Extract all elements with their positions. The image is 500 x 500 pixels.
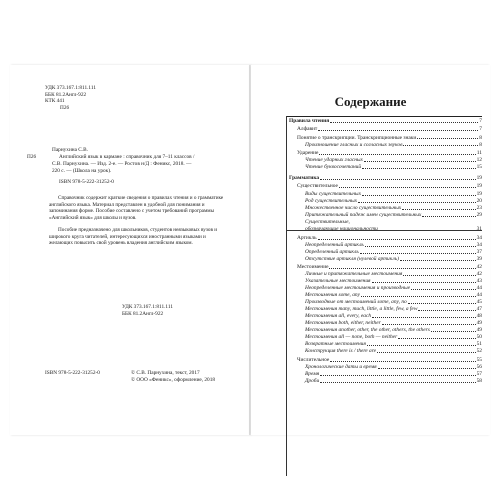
toc-leader-dots	[358, 202, 476, 203]
toc-entry	[297, 150, 482, 156]
toc-leader-dots	[382, 324, 476, 325]
toc-entry-page: 37	[476, 249, 482, 255]
toc-leader-dots	[320, 382, 475, 383]
toc-entry-label: Местоимения some, any	[305, 292, 361, 298]
toc-entry	[305, 306, 482, 312]
toc-leader-dots	[403, 275, 475, 276]
toc-entry-label: Понятие о транскрипции. Транскрипционные знаки	[297, 134, 417, 141]
toc-entry-label: Хронологические даты и время	[305, 364, 377, 370]
card-code: П26	[27, 154, 37, 160]
bottom-udk: УДК 373.167.1:811.111	[122, 304, 173, 310]
toc-entry-label: Род существительных	[305, 198, 358, 204]
toc-entry-page: 23	[476, 205, 482, 211]
toc-title: Содержание	[334, 94, 407, 109]
toc-entry-label: Притяжательный падеж имен существительных	[305, 212, 422, 218]
annotation-paragraph-2: Пособие предназначено для школьников, студентов неязыковых вузов и широкого круга читателей, интересующихся иностранными языками и желающих повысить свой уровень владения английским языком.	[49, 227, 217, 247]
toc-entry-label: Чтение ударных гласных	[305, 157, 363, 163]
toc-entry-label: Неопределенный артикль	[305, 242, 364, 248]
toc-entry	[305, 256, 482, 262]
right-page	[251, 65, 490, 435]
toc-entry	[305, 249, 482, 255]
card-line-3: 220 с. — (Школа на урок).	[52, 168, 112, 174]
toc-entry-page: 34	[476, 235, 482, 241]
toc-entry-page: 19	[476, 183, 482, 189]
toc-entry	[305, 205, 482, 211]
toc-entry	[305, 364, 482, 370]
toc-entry-page: 20	[476, 198, 482, 204]
toc-entry-label: Виды существительных	[305, 191, 361, 197]
toc-leader-dots	[398, 338, 475, 339]
toc-leader-dots	[379, 230, 476, 231]
toc-leader-dots	[365, 246, 476, 247]
toc-entry-label: Определенный артикль	[305, 249, 359, 255]
toc-entry-page: 42	[476, 264, 482, 270]
toc-entry	[297, 126, 482, 132]
toc-leader-dots	[367, 345, 476, 346]
copyright-line-1: © С.В. Парнухина, текст, 2017	[131, 370, 200, 376]
bottom-bbk: ББК 81.2Англ-922	[122, 311, 164, 317]
toc-leader-dots	[319, 154, 475, 155]
card-isbn: ISBN 978-5-222-31252-0	[59, 179, 114, 185]
toc-leader-dots	[330, 361, 475, 362]
toc-leader-dots	[318, 239, 476, 240]
toc-entry-page: 11	[476, 150, 482, 156]
toc-entry	[305, 327, 482, 333]
toc-entry-page: 29	[476, 212, 482, 218]
toc-entry	[305, 341, 482, 347]
toc-entry-label: Существительное	[297, 183, 338, 189]
toc-entry-label: Чтение буквосочетаний	[305, 164, 362, 170]
toc-leader-dots	[329, 268, 475, 269]
catalog-code: П26	[60, 105, 70, 111]
toc-entry-page: 52	[476, 348, 482, 354]
toc-leader-dots	[339, 187, 476, 188]
toc-entry	[305, 348, 482, 354]
toc-entry	[305, 164, 482, 170]
toc-entry	[305, 219, 482, 225]
toc-entry-label: Множественное число существительных	[305, 205, 402, 211]
toc-left-rule	[286, 116, 287, 476]
card-line-1: Английский язык в кармане : справочник для 7–11 классов /	[59, 154, 195, 160]
toc-entry-page: 48	[476, 313, 482, 319]
toc-entry-page: 12	[476, 157, 482, 163]
toc-leader-dots	[330, 122, 478, 123]
toc-entry	[297, 135, 482, 141]
toc-entry-label: Местоимения all — none, both — neither	[305, 334, 398, 340]
toc-leader-dots	[320, 375, 475, 376]
toc-entry-label: Время	[305, 371, 320, 377]
toc-entry-page: 8	[479, 141, 482, 148]
toc-entry-page: 47	[476, 306, 482, 312]
toc-entry	[305, 371, 482, 377]
copyright-line-2: © ООО «Феникс», оформление, 2018	[131, 377, 215, 383]
toc-entry	[305, 157, 482, 163]
toc-entry	[297, 235, 482, 241]
toc-entry	[305, 299, 482, 305]
toc-entry-label: Дроби	[305, 378, 320, 384]
card-line-2: С.В. Парнухина. — Изд. 2-е. — Ростов н/Д : Феникс, 2018. —	[52, 161, 192, 167]
toc-entry	[305, 292, 482, 298]
toc-entry-page: 44	[476, 292, 482, 298]
toc-entry-page: 45	[476, 299, 482, 305]
toc-entry	[305, 378, 482, 384]
toc-entry	[305, 334, 482, 340]
toc-entry	[297, 264, 482, 270]
toc-entry-page: 19	[476, 175, 482, 181]
toc-leader-dots	[318, 130, 478, 131]
catalog-udk: УДК 373.167.1:811.111	[45, 85, 96, 91]
toc-entry-page: 49	[476, 327, 482, 333]
catalog-bbk: ББК 81.2Англ-922	[45, 91, 87, 98]
toc-entry-page: 56	[476, 364, 482, 370]
toc-leader-dots	[320, 179, 475, 180]
toc-entry-page: 42	[476, 271, 482, 277]
toc-entry-label: Неопределенные местоимения и производные	[305, 285, 410, 291]
toc-entry-page: 39	[476, 256, 482, 262]
toc-leader-dots	[403, 145, 478, 146]
toc-leader-dots	[417, 138, 478, 139]
toc-entry	[305, 285, 482, 291]
toc-entry-label: Конструкция there is / there are	[305, 348, 377, 354]
toc-leader-dots	[362, 195, 476, 196]
left-page	[10, 65, 250, 435]
toc-entry-page: 34	[476, 242, 482, 248]
toc-leader-dots	[402, 209, 475, 210]
toc-entry-label: Числительное	[297, 357, 330, 363]
toc-leader-dots	[372, 282, 476, 283]
toc-entry	[305, 142, 482, 148]
toc-entry-label: Алфавит	[297, 126, 318, 132]
toc-entry-label: Существительные,	[305, 219, 350, 225]
toc-leader-dots	[378, 368, 476, 369]
toc-entry-label: Произношение гласных и согласных звуков	[305, 141, 403, 148]
toc-entry	[305, 212, 482, 218]
toc-entry-label: Возвратные местоимения	[305, 341, 366, 347]
card-author: Парнухина С.В.	[52, 147, 89, 153]
toc-entry-page: 19	[476, 191, 482, 197]
catalog-ktk: КТК 441	[45, 98, 65, 104]
toc-entry-page: 7	[479, 118, 482, 124]
toc-entry	[289, 118, 482, 124]
toc-entry-page: 51	[476, 341, 482, 347]
toc-entry	[297, 357, 482, 363]
isbn-bottom: ISBN 978-5-222-31252-0	[45, 370, 100, 376]
toc-entry	[305, 226, 482, 232]
toc-leader-dots	[431, 331, 476, 332]
toc-leader-dots	[411, 289, 476, 290]
toc-entry	[297, 183, 482, 189]
toc-leader-dots	[418, 310, 475, 311]
toc-leader-dots	[400, 260, 476, 261]
toc-leader-dots	[362, 168, 476, 169]
toc-entry-label: Личные и притяжательные местоимения	[305, 271, 403, 277]
toc-entry	[289, 175, 482, 181]
toc-entry-label: Местоимения both, either, neither	[305, 320, 381, 326]
toc-entry	[305, 242, 482, 248]
toc-entry-label: Производные от местоимений some, any, no	[305, 299, 407, 305]
toc-entry-page: 8	[479, 134, 482, 141]
toc-entry-label: Правила чтения	[289, 118, 330, 124]
toc-entry-page: 43	[476, 278, 482, 284]
toc-entry-page: 49	[476, 320, 482, 326]
toc-entry-page: 57	[476, 371, 482, 377]
toc-top-rule	[286, 116, 482, 117]
toc-entry-page: 31	[476, 226, 482, 232]
toc-entry-label: обозначающие национальности	[305, 226, 378, 232]
toc-leader-dots	[377, 352, 476, 353]
toc-entry	[305, 271, 482, 277]
toc-entry-label: Местоимения all, every, each	[305, 313, 372, 319]
toc-entry	[305, 198, 482, 204]
toc-entry-page: 7	[479, 126, 482, 132]
toc-entry	[305, 313, 482, 319]
toc-entry-label: Местоимения another, other, the other, others, the others	[305, 327, 430, 333]
toc-entry	[305, 278, 482, 284]
toc-entry-label: Грамматика	[289, 175, 320, 181]
toc-entry-page: 50	[476, 334, 482, 340]
toc-leader-dots	[360, 253, 476, 254]
toc-leader-dots	[372, 317, 476, 318]
toc-entry	[305, 320, 482, 326]
toc-leader-dots	[364, 161, 476, 162]
toc-entry-label: Отсутствие артикля (нулевой артикль)	[305, 256, 399, 262]
toc-leader-dots	[361, 296, 476, 297]
toc-entry-page: 44	[476, 285, 482, 291]
book-spread	[10, 65, 490, 435]
toc-entry-page: 15	[476, 164, 482, 170]
toc-entry-label: Артикль	[297, 235, 317, 241]
toc-entry-page: 55	[476, 357, 482, 363]
toc-entry-label: Ударение	[297, 150, 319, 156]
annotation-paragraph-1: Справочник содержит краткие сведения о правилах чтения и о грамматике английского языка. Материал представлен в удобной для понимания и запоминания форме. Пособие составлено с учетом требований программы «Английский язык» для школы и вузов.	[49, 195, 224, 221]
toc-entry	[305, 191, 482, 197]
toc-leader-dots	[422, 216, 475, 217]
toc-entry-label: Указательные местоимения	[305, 278, 371, 284]
toc-entry-label: Местоимение	[297, 264, 329, 270]
toc-entry-page: 58	[476, 378, 482, 384]
toc-leader-dots	[408, 303, 476, 304]
toc-entry-label: Местоимения many, much, little, a little, few, a few	[305, 306, 418, 312]
